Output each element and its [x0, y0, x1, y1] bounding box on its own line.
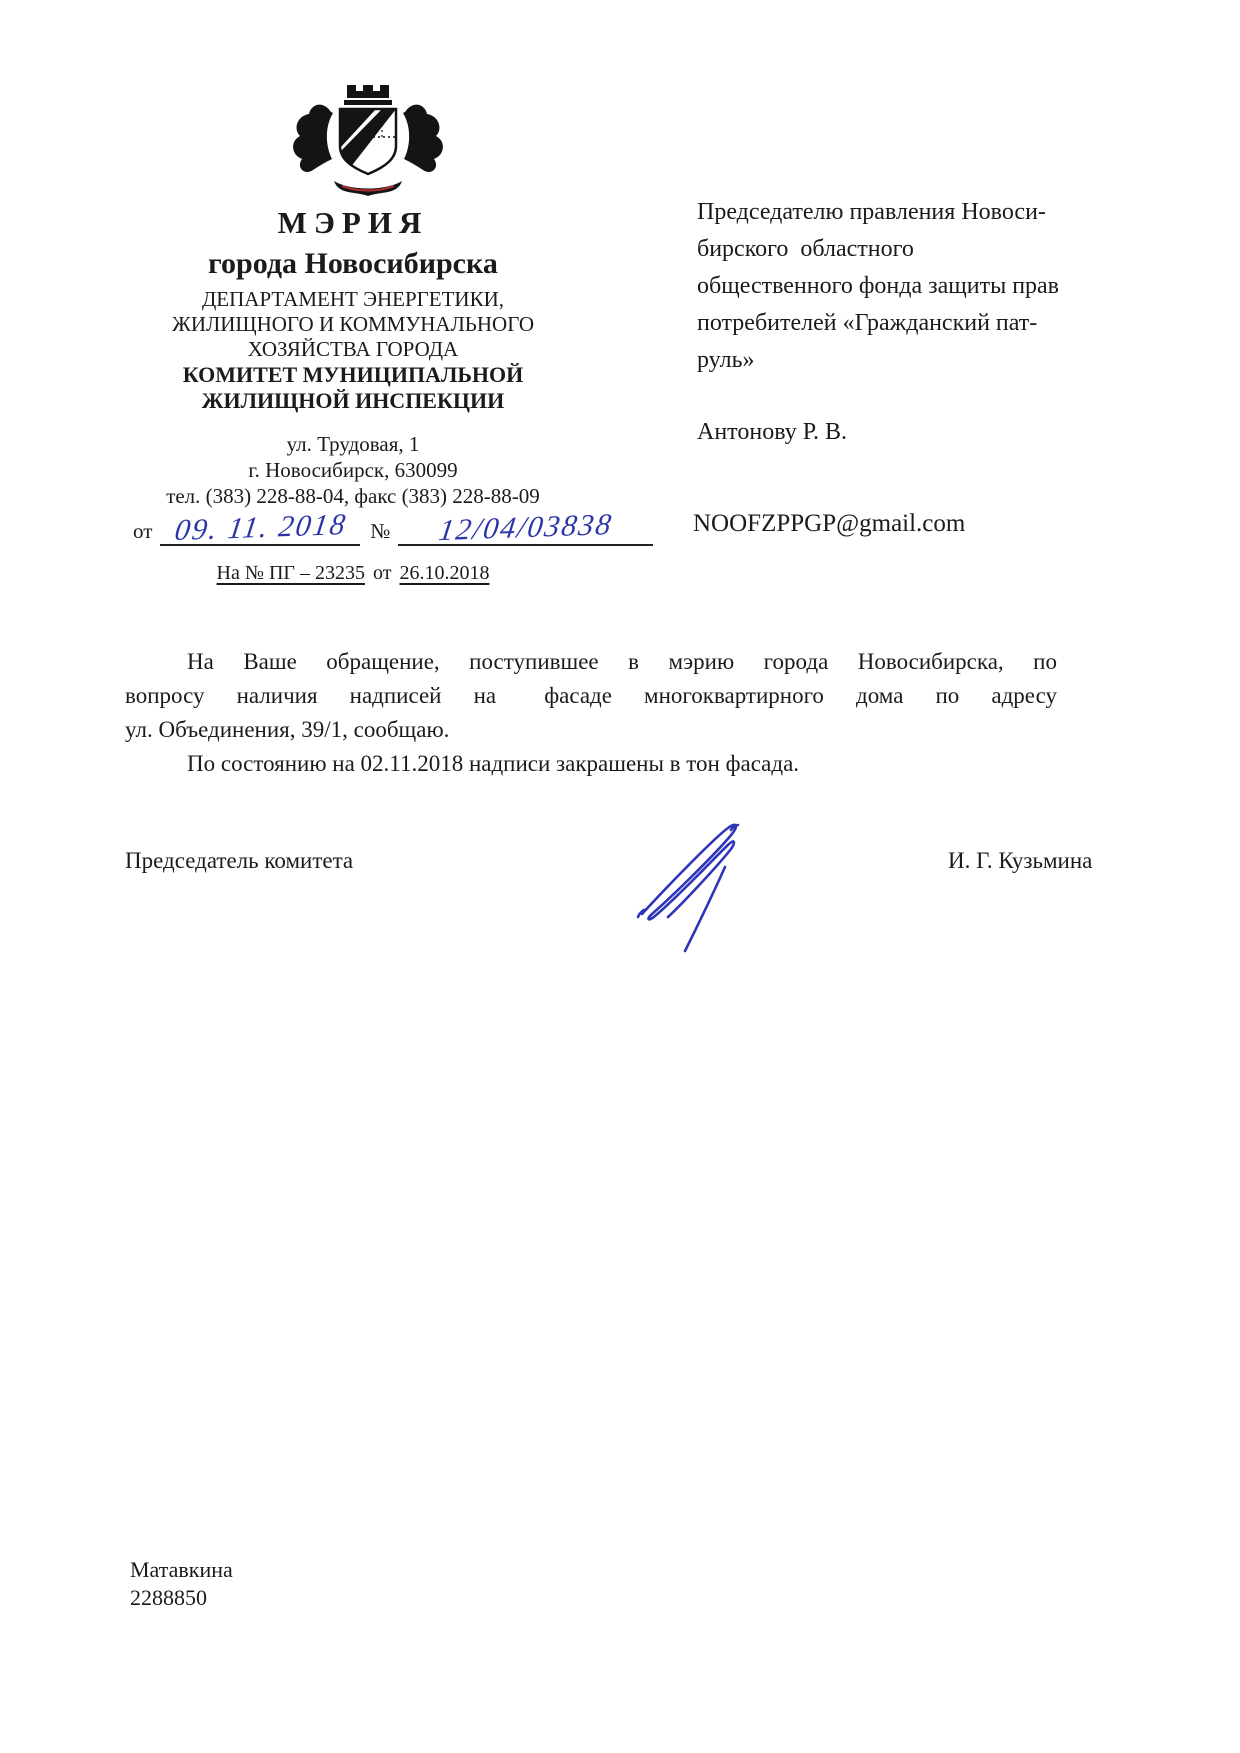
department-line-2: ЖИЛИЩНОГО И КОММУНАЛЬНОГО	[172, 312, 534, 336]
committee-line-1: КОМИТЕТ МУНИЦИПАЛЬНОЙ	[182, 362, 524, 387]
handwritten-signature-icon	[628, 818, 778, 953]
ribbon-icon	[334, 181, 402, 196]
street-address: ул. Трудовая, 1	[286, 432, 420, 456]
signer-name: И. Г. Кузьмина	[948, 848, 1093, 873]
addressee-line: Председателю правления Новоси-	[697, 199, 1046, 225]
outgoing-date-field	[160, 507, 360, 548]
addressee-name: Антонову Р. В.	[697, 419, 848, 445]
outgoing-reference-row	[133, 507, 653, 548]
org-name-secondary: города Новосибирска	[208, 247, 498, 280]
addressee-line: потребителей «Гражданский пат-	[697, 310, 1038, 336]
body-paragraph1-line2: вопросу наличия надписей на фасаде многоквартирного дома по адресу	[125, 683, 1057, 708]
body-paragraph1-line1: На Ваше обращение, поступившее в мэрию города Новосибирска, по	[187, 649, 1057, 674]
executor-phone: 2288850	[130, 1585, 207, 1610]
department-line-3: ХОЗЯЙСТВА ГОРОДА	[247, 337, 459, 361]
addressee-line: бирского областного	[697, 236, 914, 262]
addressee-line: общественного фонда защиты прав	[697, 273, 1060, 299]
sable-right-icon	[403, 105, 443, 172]
body-paragraph1-line3: ул. Объединения, 39/1, сообщаю.	[125, 717, 450, 742]
sable-left-icon	[293, 105, 333, 172]
number-sign-label: №	[370, 519, 391, 543]
city-postcode: г. Новосибирск, 630099	[248, 458, 458, 482]
novosibirsk-coat-of-arms-icon	[278, 82, 458, 202]
executor-block	[130, 1556, 233, 1612]
body-paragraph2: По состоянию на 02.11.2018 надписи закрашены в тон фасада.	[187, 751, 800, 776]
letter-body	[125, 645, 1057, 781]
executor-name: Матавкина	[130, 1557, 233, 1582]
handwritten-date: 09. 11. 2018	[172, 507, 349, 548]
addressee-block	[697, 194, 1122, 379]
crown-icon	[347, 85, 389, 98]
phone-fax-line: тел. (383) 228-88-04, факс (383) 228-88-09	[166, 484, 540, 508]
from-label: от	[133, 519, 153, 543]
outgoing-number-field	[398, 507, 653, 548]
addressee-email: NOOFZPPGP@gmail.com	[693, 510, 966, 537]
letterhead	[118, 205, 588, 509]
incoming-reference-ot: от	[372, 562, 392, 584]
committee-line-2: ЖИЛИЩНОЙ ИНСПЕКЦИИ	[201, 388, 505, 413]
addressee-line: руль»	[697, 347, 755, 373]
crown-band	[344, 100, 392, 105]
incoming-reference-date: 26.10.2018	[399, 562, 490, 584]
department-line-1: ДЕПАРТАМЕНТ ЭНЕРГЕТИКИ,	[201, 287, 505, 311]
incoming-reference-number: На № ПГ – 23235	[216, 562, 365, 584]
incoming-reference-line	[118, 562, 588, 585]
signer-position-title: Председатель комитета	[125, 848, 354, 873]
handwritten-number: 12/04/03838	[436, 507, 616, 548]
org-name-primary: МЭРИЯ	[277, 205, 429, 240]
